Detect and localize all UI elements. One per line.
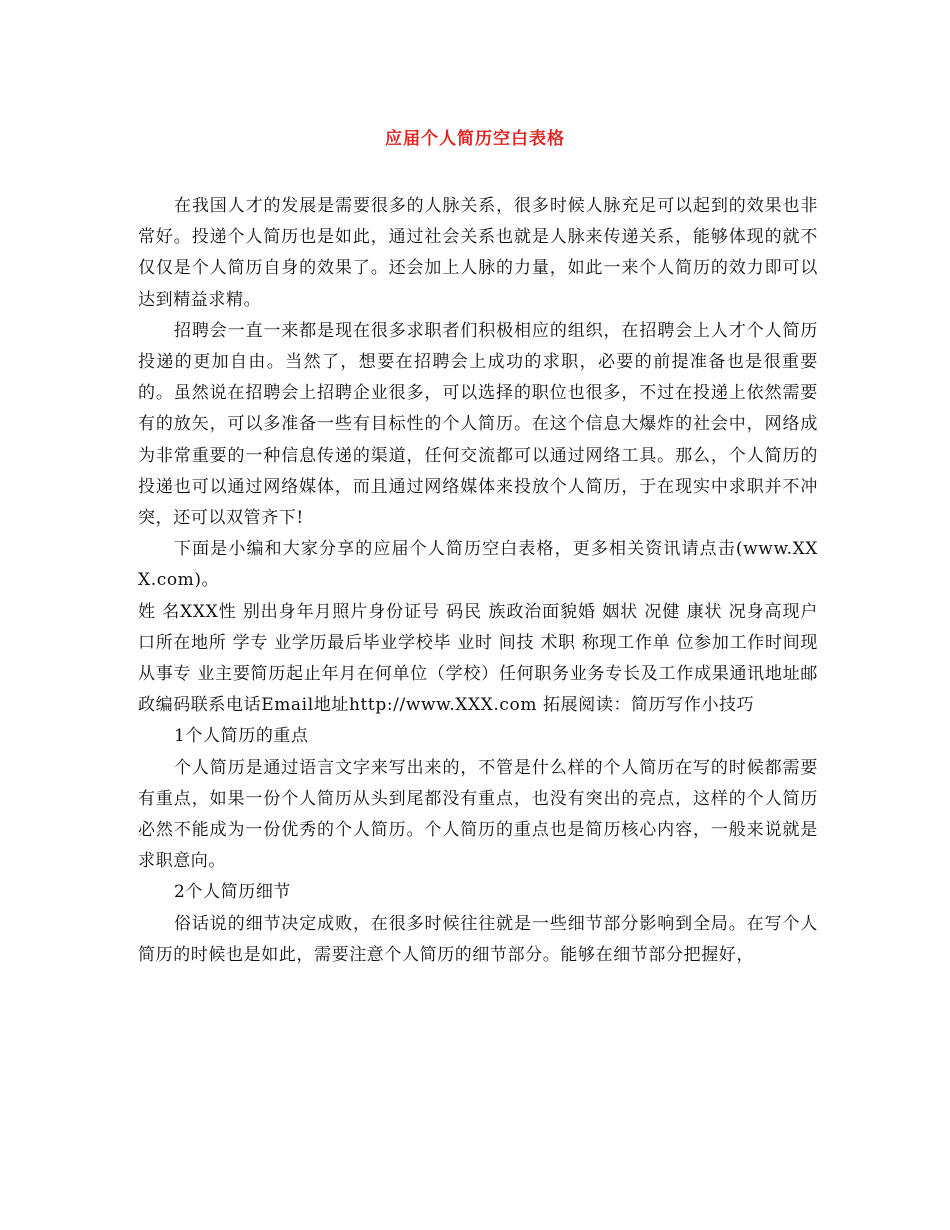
document-body: [138, 191, 818, 971]
section-heading-details: 2个人简历细节: [174, 882, 292, 903]
paragraph-intro: 在我国人才的发展是需要很多的人脉关系，很多时候人脉充足可以起到的效果也非常好。投递个人简历也是如此，通过社会关系也就是人脉来传递关系，能够体现的就不仅仅是个人简历自身的效果了。还会加上人脉的力量，如此一来个人简历的效力即可以达到精益求精。: [138, 196, 818, 310]
paragraph-resume-fields: 姓 名XXX性 别出身年月照片身份证号 码民 族政治面貌婚 姻状 况健 康状 况身高现户口所在地所 学专 业学历最后毕业学校毕 业时 间技 术职 称现工作单 位参加工作时间现从事专 业主要简历起止年月在何单位（学校）任何职务业务专长及工作成果通讯地址邮政编码联系电话Email地址http://www.XXX.com 拓展阅读：简历写作小技巧: [138, 601, 818, 716]
document-title: 应届个人简历空白表格: [385, 129, 565, 149]
section-heading-key-points: 1个人简历的重点: [174, 726, 309, 747]
paragraph-share-link: 下面是小编和大家分享的应届个人简历空白表格，更多相关资讯请点击(www.XXX.com)。: [138, 539, 818, 591]
paragraph-job-fair: 招聘会一直一来都是现在很多求职者们积极相应的组织，在招聘会上人才个人简历投递的更加自由。当然了，想要在招聘会上成功的求职，必要的前提准备也是很重要的。虽然说在招聘会上招聘企业很多，可以选择的职位也很多，不过在投递上依然需要有的放矢，可以多准备一些有目标性的个人简历。在这个信息大爆炸的社会中，网络成为非常重要的一种信息传递的渠道，任何交流都可以通过网络工具。那么，个人简历的投递也可以通过网络媒体，而且通过网络媒体来投放个人简历，于在现实中求职并不冲突，还可以双管齐下!: [138, 320, 818, 529]
paragraph-key-points: 个人简历是通过语言文字来写出来的，不管是什么样的个人简历在写的时候都需要有重点，如果一份个人简历从头到尾都没有重点，也没有突出的亮点，这样的个人简历必然不能成为一份优秀的个人简历。个人简历的重点也是简历核心内容，一般来说就是求职意向。: [138, 757, 818, 872]
paragraph-details: 俗话说的细节决定成败，在很多时候往往就是一些细节部分影响到全局。在写个人简历的时候也是如此，需要注意个人简历的细节部分。能够在细节部分把握好，: [138, 913, 818, 965]
